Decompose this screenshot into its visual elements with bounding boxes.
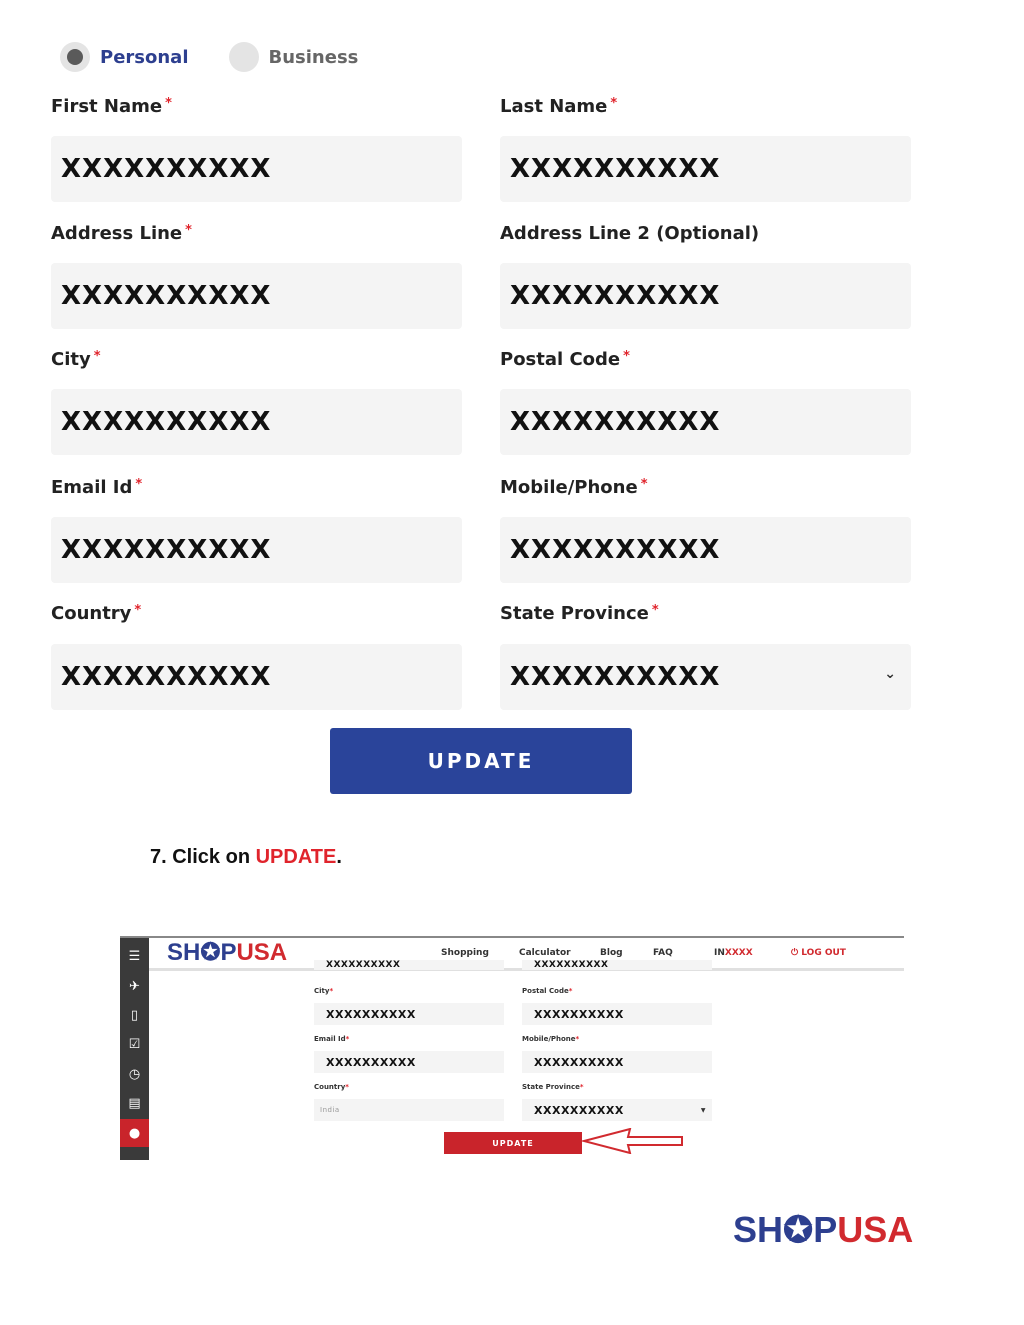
address-line-2-value: XXXXXXXXXX — [510, 281, 721, 311]
address-line-value: XXXXXXXXXX — [61, 281, 272, 311]
logout-link[interactable]: ⏻ LOG OUT — [791, 948, 846, 958]
city-label: City* — [314, 987, 334, 995]
address-line-2-field[interactable] — [500, 263, 911, 329]
state-province-value: XXXXXXXXXX — [534, 1103, 624, 1117]
nav-shopping[interactable]: Shopping — [441, 948, 489, 958]
chevron-down-icon: ⌄ — [884, 666, 897, 682]
radio-dot — [229, 42, 259, 72]
pointer-arrow-icon — [582, 1128, 686, 1154]
email-id-field[interactable] — [51, 517, 462, 583]
card-icon[interactable]: ▤ — [128, 1095, 141, 1111]
email-id-field[interactable] — [314, 1051, 504, 1073]
address-line-field[interactable] — [51, 263, 462, 329]
shopusa-logo[interactable]: SH✪PUSA — [167, 939, 288, 966]
country-label: Country * — [51, 603, 142, 624]
country-value: XXXXXXXXXX — [61, 662, 272, 692]
first-name-value: XXXXXXXXXX — [61, 154, 272, 184]
city-label: City * — [51, 349, 101, 370]
mobile-phone-field[interactable] — [522, 1051, 712, 1073]
clock-icon[interactable]: ◷ — [128, 1066, 141, 1082]
cropped-field-left: XXXXXXXXXX — [314, 960, 504, 970]
city-field[interactable] — [51, 389, 462, 455]
first-name-label: First Name * — [51, 96, 172, 117]
mobile-phone-label: Mobile/Phone * — [500, 477, 648, 498]
address-line-2-label: Address Line 2 (Optional) — [500, 223, 760, 244]
email-id-value: XXXXXXXXXX — [61, 535, 272, 565]
nav-blog[interactable]: Blog — [600, 948, 623, 958]
menu-icon[interactable]: ☰ — [128, 948, 141, 964]
personal-radio[interactable] — [60, 42, 189, 72]
email-id-value: XXXXXXXXXX — [326, 1055, 416, 1069]
state-province-label: State Province * — [500, 603, 659, 624]
nav-faq[interactable]: FAQ — [653, 948, 673, 958]
checklist-icon[interactable]: ☑ — [128, 1036, 141, 1052]
postal-code-field[interactable] — [522, 1003, 712, 1025]
state-province-select[interactable] — [500, 644, 911, 710]
nav-account[interactable]: INXXXX — [714, 948, 753, 958]
personal-radio-label: Personal — [100, 46, 189, 68]
instruction-step: 7. Click on UPDATE. — [150, 846, 342, 868]
country-value: India — [320, 1106, 340, 1114]
postal-code-value: XXXXXXXXXX — [510, 407, 721, 437]
plane-icon[interactable]: ✈ — [129, 978, 140, 994]
update-button[interactable]: UPDATE — [444, 1132, 582, 1154]
postal-code-value: XXXXXXXXXX — [534, 1007, 624, 1021]
sidebar — [120, 938, 149, 1160]
business-radio[interactable] — [229, 42, 359, 72]
first-name-field[interactable] — [51, 136, 462, 202]
mobile-phone-label: Mobile/Phone* — [522, 1035, 580, 1043]
mobile-phone-value: XXXXXXXXXX — [534, 1055, 624, 1069]
last-name-value: XXXXXXXXXX — [510, 154, 721, 184]
account-type-group — [60, 42, 398, 72]
country-field[interactable] — [314, 1099, 504, 1121]
mobile-phone-field[interactable] — [500, 517, 911, 583]
business-radio-label: Business — [268, 46, 359, 68]
last-name-label: Last Name * — [500, 96, 618, 117]
state-province-label: State Province* — [522, 1083, 584, 1091]
state-province-value: XXXXXXXXXX — [510, 662, 721, 692]
postal-code-field[interactable] — [500, 389, 911, 455]
update-button[interactable]: UPDATE — [330, 728, 632, 794]
postal-code-label: Postal Code * — [500, 349, 630, 370]
country-label: Country* — [314, 1083, 349, 1091]
mobile-phone-value: XXXXXXXXXX — [510, 535, 721, 565]
city-field[interactable] — [314, 1003, 504, 1025]
cropped-field-right: XXXXXXXXXX — [522, 960, 712, 970]
country-field[interactable] — [51, 644, 462, 710]
example-screenshot — [120, 936, 904, 1160]
address-line-label: Address Line * — [51, 223, 192, 244]
state-province-select[interactable] — [522, 1099, 712, 1121]
user-icon[interactable]: ● — [120, 1119, 149, 1147]
chevron-down-icon: ▼ — [700, 1106, 706, 1114]
email-id-label: Email Id* — [314, 1035, 350, 1043]
city-value: XXXXXXXXXX — [61, 407, 272, 437]
last-name-field[interactable] — [500, 136, 911, 202]
shopusa-footer-logo: SH✪PUSA — [733, 1209, 914, 1250]
city-value: XXXXXXXXXX — [326, 1007, 416, 1021]
radio-dot — [60, 42, 90, 72]
nav-calculator[interactable]: Calculator — [519, 948, 571, 958]
inbox-icon[interactable]: ▯ — [130, 1007, 139, 1023]
email-id-label: Email Id * — [51, 477, 143, 498]
postal-code-label: Postal Code* — [522, 987, 573, 995]
